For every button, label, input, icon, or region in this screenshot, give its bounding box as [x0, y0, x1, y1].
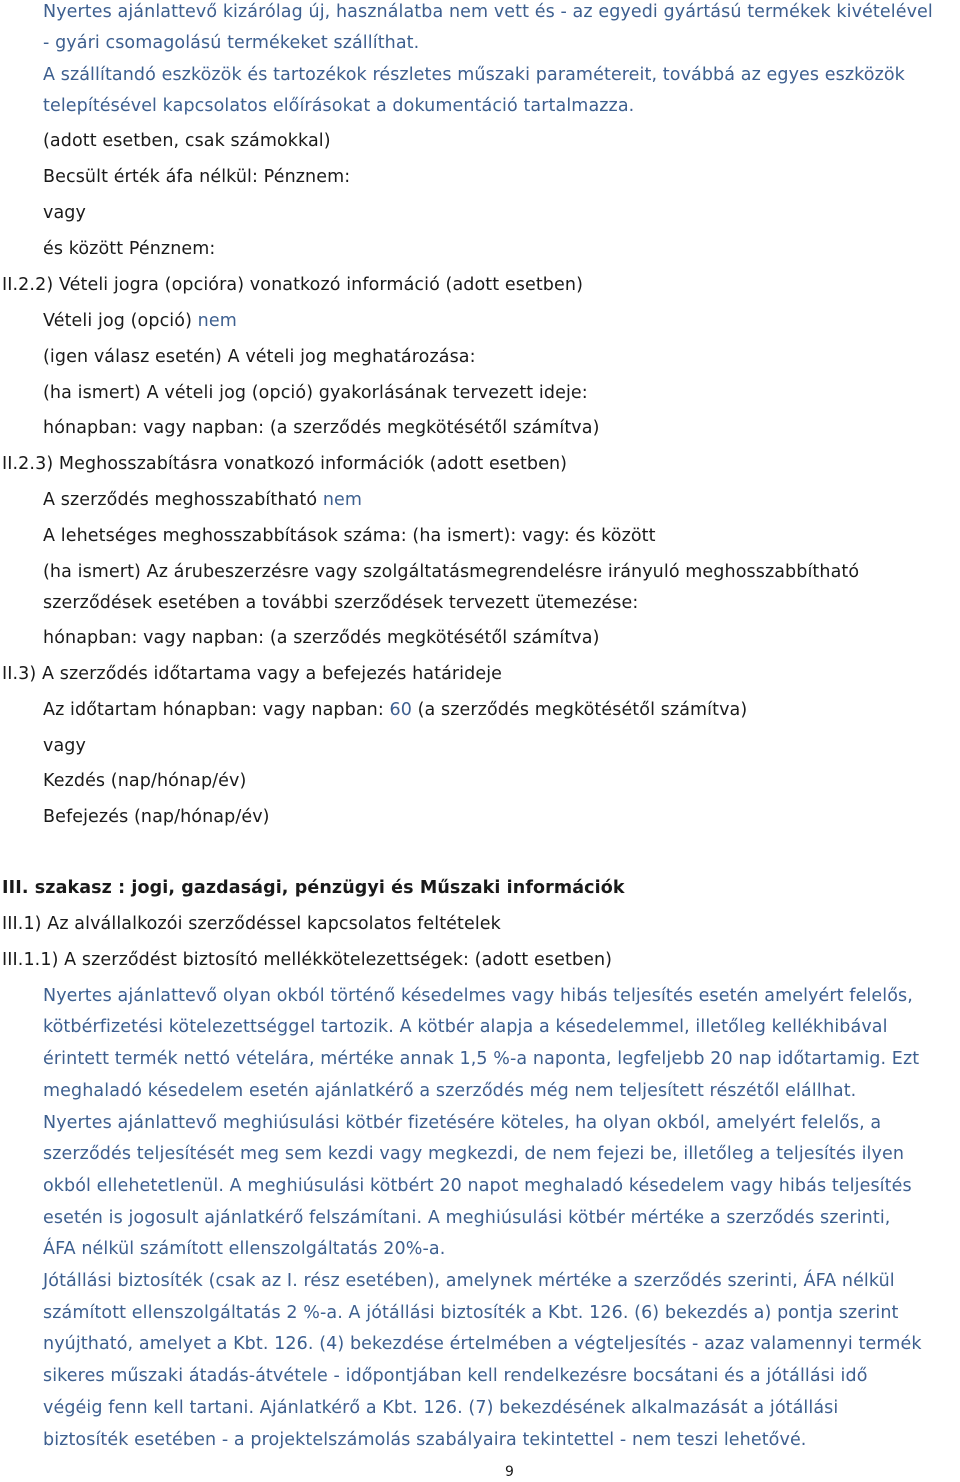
text-line: számított ellenszolgáltatás 2 %-a. A jótállási biztosíték a Kbt. 126. (6) bekezdés a) pontja szerint [43, 1303, 899, 1323]
text-line: A szállítandó eszközök és tartozékok részletes műszaki paramétereit, továbbá az egyes eszközök [43, 65, 905, 85]
text-line: - gyári csomagolású termékeket szállíthat. [43, 33, 420, 53]
text-line: ÁFA nélkül számított ellenszolgáltatás 20%-a. [43, 1239, 446, 1259]
duration-value: 60 [389, 700, 412, 720]
extension-value: nem [322, 490, 363, 510]
section-heading-ii-2-3: II.2.3) Meghosszabításra vonatkozó információk (adott esetben) [2, 454, 568, 474]
text-line: érintett termék nettó vételára, mértéke annak 1,5 %-a naponta, legfeljebb 20 nap időtartamig. Ezt [43, 1049, 920, 1069]
option-definition: (igen válasz esetén) A vételi jog meghatározása: [43, 347, 476, 367]
option-row [43, 310, 237, 332]
subsection-iii-1: III.1) Az alvállalkozói szerződéssel kapcsolatos feltételek [2, 914, 501, 934]
page-number: 9 [505, 1464, 514, 1480]
option-value: nem [197, 311, 237, 331]
text-line: telepítésével kapcsolatos előírásokat a dokumentáció tartalmazza. [43, 96, 635, 116]
text-line: kötbérfizetési kötelezettséggel tartozik. A kötbér alapja a késedelemmel, illetőleg kellékhibával [43, 1017, 888, 1037]
or-label: vagy [43, 203, 86, 223]
text-line: okból ellehetetlenül. A meghiúsulási kötbért 20 napot meghaladó késedelem vagy hibás teljesítés [43, 1176, 912, 1196]
estimated-value-label: Becsült érték áfa nélkül: Pénznem: [43, 167, 351, 187]
text-line: esetén is jogosult ajánlatkérő felszámítani. A meghiúsulási kötbér mértéke a szerződés szerinti, [43, 1208, 891, 1228]
text-line: Jótállási biztosíték (csak az I. rész esetében), amelynek mértéke a szerződés szerinti, ÁFA nélkül [43, 1271, 895, 1291]
section-heading-ii-2-2: II.2.2) Vételi jogra (opcióra) vonatkozó információ (adott esetben) [2, 275, 584, 295]
text-line: biztosíték esetében - a projektelszámolás szabályaira tekintettel - nem teszi lehetővé. [43, 1430, 807, 1450]
between-currency-label: és között Pénznem: [43, 239, 216, 259]
text-line: Nyertes ajánlattevő kizárólag új, használatba nem vett és - az egyedi gyártású termékek kivételével [43, 2, 933, 22]
extension-count: A lehetséges meghosszabbítások száma: (ha ismert): vagy: és között [43, 526, 656, 546]
text-line: Nyertes ajánlattevő olyan okból történő késedelmes vagy hibás teljesítés esetén amelyért felelős, [43, 986, 913, 1006]
extension-label: A szerződés meghosszabítható [43, 490, 318, 510]
extension-supply-cont: szerződések esetében a további szerződések tervezett ütemezése: [43, 593, 639, 613]
text-line: meghaladó késedelem esetén ajánlatkérő a szerződés még nem teljesített részétől elállhat. [43, 1081, 857, 1101]
extension-row [43, 489, 362, 511]
start-date-label: Kezdés (nap/hónap/év) [43, 771, 247, 791]
or-label: vagy [43, 736, 86, 756]
text-line: Nyertes ajánlattevő meghiúsulási kötbér fizetésére köteles, ha olyan okból, amelyért felelős, a [43, 1113, 882, 1133]
text-line: nyújtható, amelyet a Kbt. 126. (4) bekezdése értelmében a végteljesítés - azaz valamennyi termék [43, 1334, 922, 1354]
text-line: sikeres műszaki átadás-átvétele - időpontjában kell rendelkezésre bocsátani és a jótállási idő [43, 1366, 868, 1386]
option-months: hónapban: vagy napban: (a szerződés megkötésétől számítva) [43, 418, 600, 438]
end-date-label: Befejezés (nap/hónap/év) [43, 807, 270, 827]
option-schedule: (ha ismert) A vételi jog (opció) gyakorlásának tervezett ideje: [43, 383, 588, 403]
text-line: szerződés teljesítését meg sem kezdi vagy megkezdi, de nem fejezi be, illetőleg a teljesítés ilyen [43, 1144, 905, 1164]
optional-note: (adott esetben, csak számokkal) [43, 131, 331, 151]
duration-post: (a szerződés megkötésétől számítva) [411, 700, 748, 720]
subsection-iii-1-1: III.1.1) A szerződést biztosító mellékkötelezettségek: (adott esetben) [2, 950, 613, 970]
text-line: végéig fenn kell tartani. Ajánlatkérő a Kbt. 126. (7) bekezdésének alkalmazását a jótállási [43, 1398, 839, 1418]
section-heading-iii: III. szakasz : jogi, gazdasági, pénzügyi és Műszaki információk [2, 878, 625, 898]
extension-months: hónapban: vagy napban: (a szerződés megkötésétől számítva) [43, 628, 600, 648]
section-heading-ii-3: II.3) A szerződés időtartama vagy a befejezés határideje [2, 664, 503, 684]
duration-pre: Az időtartam hónapban: vagy napban: [43, 700, 390, 720]
option-label: Vételi jog (opció) [43, 311, 192, 331]
duration-row [43, 699, 747, 721]
extension-supply: (ha ismert) Az árubeszerzésre vagy szolgáltatásmegrendelésre irányuló meghosszabbítható [43, 562, 860, 582]
